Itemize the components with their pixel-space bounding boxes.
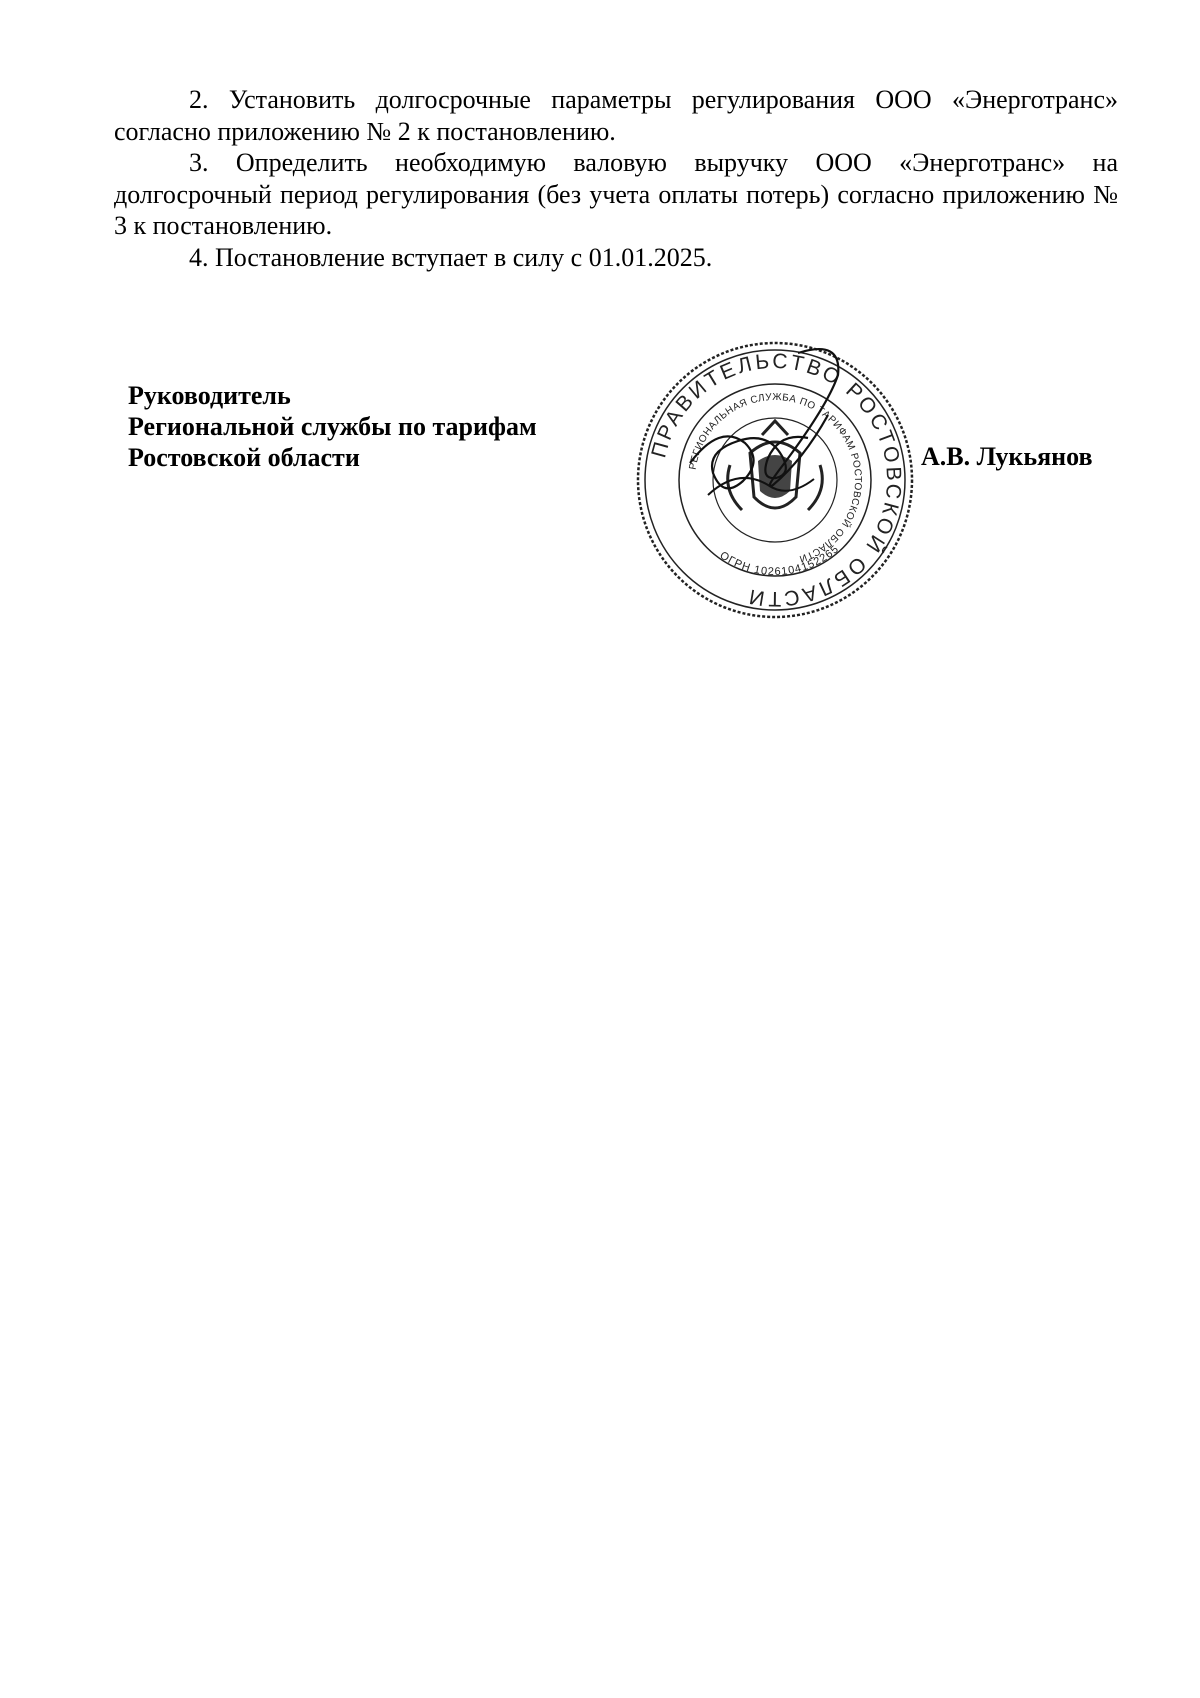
- coat-of-arms-icon: [728, 421, 823, 510]
- signatory-title: [128, 380, 537, 473]
- official-seal-stamp: [630, 335, 920, 625]
- signatory-title-line-2: Региональной службы по тарифам: [128, 412, 537, 441]
- paragraph-item-4: 4. Постановление вступает в силу с 01.01.2025.: [189, 242, 713, 272]
- stamp-ogrn-text: ОГРН 1026104152265: [717, 542, 842, 579]
- document-body: [114, 84, 1118, 273]
- paragraph-item-3: 3. Определить необходимую валовую выручку ООО «Энерготранс» на долгосрочный период регулирования (без учета оплаты потерь) согласно приложению № 3 к постановлению.: [114, 148, 1118, 240]
- stamp-inner-text: РЕГИОНАЛЬНАЯ СЛУЖБА ПО ТАРИФАМ РОСТОВСКОЙ ОБЛАСТИ: [687, 391, 864, 565]
- signatory-name: А.В. Лукьянов: [921, 442, 1093, 471]
- stamp-outer-text: ПРАВИТЕЛЬСТВО РОСТОВСКОЙ ОБЛАСТИ: [647, 349, 906, 611]
- signatory-title-line-3: Ростовской области: [128, 443, 360, 472]
- paragraph-item-2: 2. Установить долгосрочные параметры регулирования ООО «Энерготранс» согласно приложению № 2 к постановлению.: [114, 85, 1118, 146]
- signatory-title-line-1: Руководитель: [128, 381, 291, 410]
